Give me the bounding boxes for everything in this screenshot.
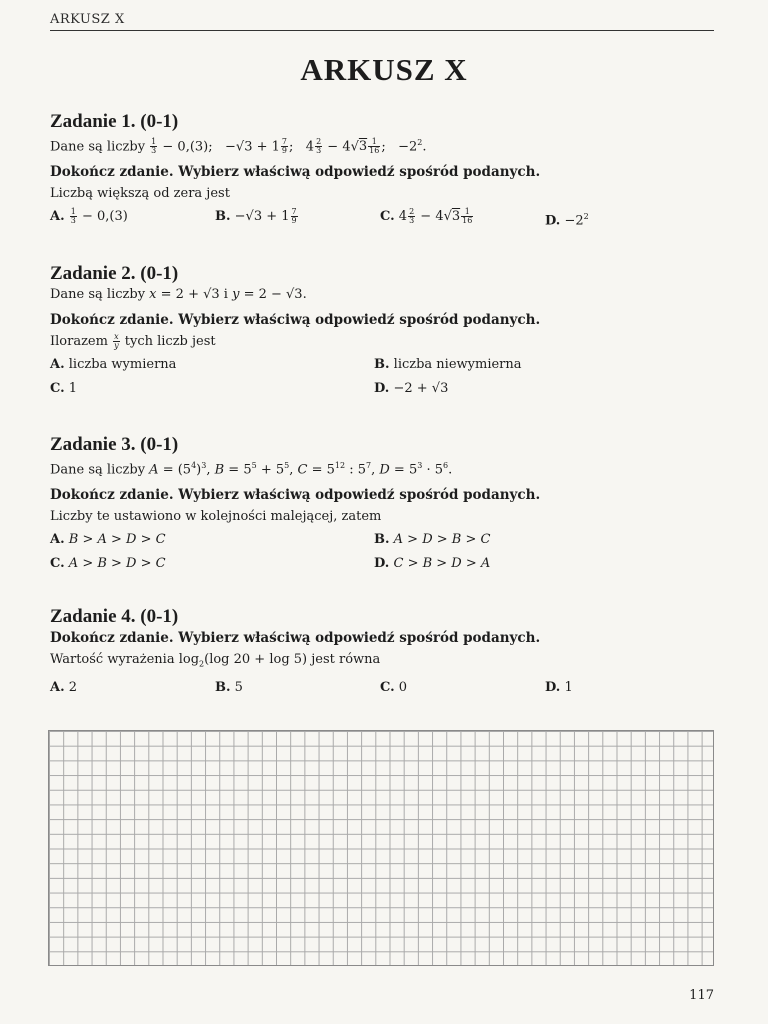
- answer-options: [50, 205, 714, 229]
- answer-options: [50, 552, 714, 576]
- option-label: B.: [215, 209, 231, 225]
- option-label: A.: [50, 532, 65, 548]
- option-label: C.: [380, 209, 395, 225]
- option-label: D.: [545, 679, 561, 695]
- task-question: Liczbą większą od zera jest: [50, 186, 230, 202]
- answer-options: [50, 377, 714, 401]
- option-b[interactable]: B. −√3 + 1 $\frac{7}{9}$: [215, 207, 297, 226]
- answer-options: [50, 676, 714, 700]
- option-b[interactable]: [374, 353, 522, 377]
- option-text: A > B > D > C: [68, 556, 166, 572]
- task-2: [50, 264, 714, 401]
- task-instruction: Dokończ zdanie. Wybierz właściwą odpowiedź spośród podanych.: [50, 630, 541, 646]
- task-heading: Zadanie 2. (0-1): [50, 263, 179, 284]
- option-label: D.: [374, 556, 390, 572]
- option-label: C.: [50, 556, 65, 572]
- option-text: 5: [234, 679, 243, 695]
- task-question: Wartość wyrażenia $\log_2(\log$ 20 + log 5) jest równa: [50, 652, 381, 669]
- task-heading: Zadanie 1. (0-1): [50, 111, 179, 132]
- option-label: D.: [545, 213, 561, 229]
- option-label: C.: [380, 679, 395, 695]
- page-number: 117: [689, 988, 714, 1003]
- option-d[interactable]: [374, 377, 448, 401]
- option-label: C.: [50, 381, 65, 396]
- task-instruction: Dokończ zdanie. Wybierz właściwą odpowiedź spośród podanych.: [50, 487, 541, 504]
- option-text: −2 + √3: [393, 381, 449, 396]
- answer-options: [50, 353, 714, 377]
- option-label: A.: [50, 357, 65, 372]
- scratch-grid[interactable]: [48, 730, 714, 966]
- option-text: C > B > D > A: [393, 556, 491, 572]
- page-title: ARKUSZ X: [300, 52, 468, 87]
- option-a[interactable]: [50, 353, 176, 377]
- task-question: Liczby te ustawiono w kolejności malejącej, zatem: [50, 509, 382, 525]
- option-a[interactable]: [50, 528, 166, 552]
- option-label: B.: [374, 357, 390, 372]
- option-a[interactable]: [50, 676, 77, 700]
- task-data-line: Dane są liczby x = 2 + √3 i y = 2 − √3.: [50, 287, 307, 302]
- option-text: B > A > D > C: [68, 532, 166, 548]
- task-3: [50, 435, 714, 576]
- option-c[interactable]: [380, 676, 407, 700]
- option-label: A.: [50, 209, 65, 225]
- option-text: liczba niewymierna: [393, 357, 522, 372]
- option-label: D.: [374, 381, 390, 396]
- answer-options: [50, 528, 714, 552]
- option-text: 1: [68, 381, 78, 396]
- task-instruction: Dokończ zdanie. Wybierz właściwą odpowiedź spośród podanych.: [50, 164, 541, 181]
- option-text: 2: [68, 679, 78, 695]
- option-text: liczba wymierna: [68, 357, 177, 372]
- task-1: [50, 112, 714, 229]
- option-text: A > D > B > C: [393, 532, 491, 548]
- task-heading: Zadanie 3. (0-1): [50, 434, 179, 455]
- option-d[interactable]: D. $-2^2$: [545, 212, 589, 229]
- option-c[interactable]: C. 4 $\frac{2}{3}$ − 4√3 $\frac{1}{16}$: [380, 207, 473, 226]
- option-label: B.: [215, 679, 231, 695]
- option-c[interactable]: [50, 377, 77, 401]
- option-text: 1: [564, 679, 573, 695]
- task-data-line: Dane są liczby $\frac{1}{3}$ − 0,(3); −√3 + 1 $\frac{7}{9}$ ; 4 $\frac{2}{3}$ − 4√3 $\frac{1}{16}$ ; $-2^2$.: [50, 137, 427, 156]
- task-instruction: Dokończ zdanie. Wybierz właściwą odpowiedź spośród podanych.: [50, 312, 541, 328]
- option-a[interactable]: A. $\frac{1}{3}$ − 0,(3): [50, 207, 128, 226]
- task-data-line: Dane są liczby $A = (5^4)^3$, $B = 5^5 + 5^5$, $C = 5^{12}$ : $5^7$, $D = 5^3 \cdot 5^6$.: [50, 461, 453, 478]
- task-heading: Zadanie 4. (0-1): [50, 606, 179, 627]
- running-header: ARKUSZ X: [50, 12, 125, 27]
- option-b[interactable]: [215, 676, 243, 700]
- option-d[interactable]: [374, 552, 490, 576]
- option-label: B.: [374, 532, 390, 548]
- option-d[interactable]: [545, 676, 573, 700]
- header-rule: [50, 30, 714, 31]
- option-label: A.: [50, 679, 65, 695]
- task-4: [50, 607, 714, 700]
- option-text: 0: [398, 679, 408, 695]
- option-b[interactable]: [374, 528, 490, 552]
- option-c[interactable]: [50, 552, 166, 576]
- task-question: Ilorazem $\frac{x}{y}$ tych liczb jest: [50, 332, 216, 350]
